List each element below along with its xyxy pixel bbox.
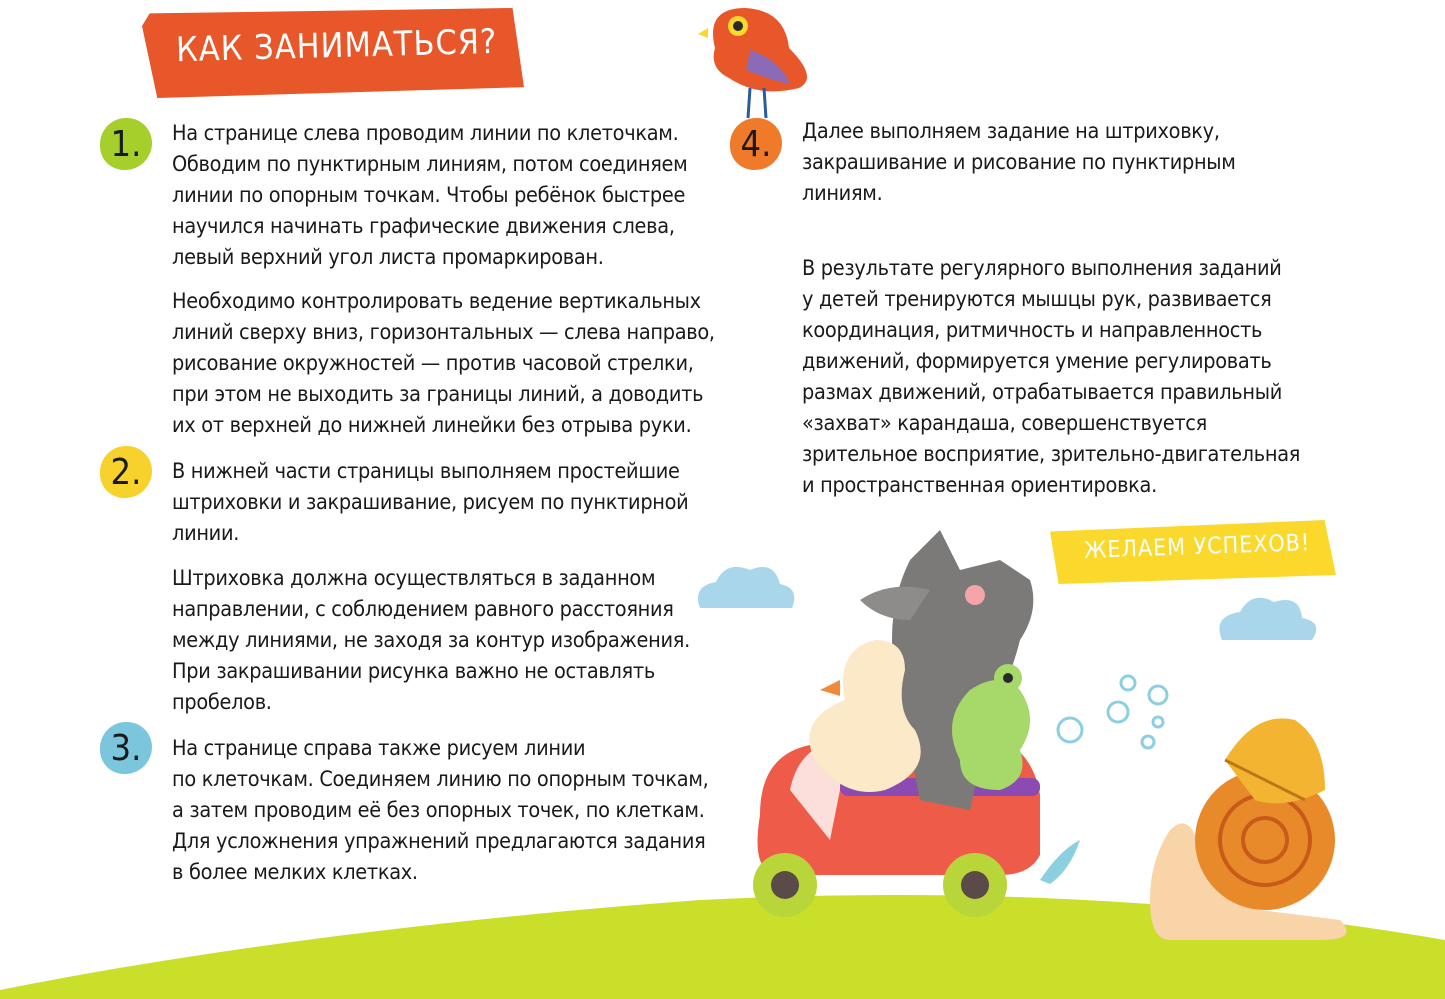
wish-text: ЖЕЛАЕМ УСПЕХОВ!	[1083, 530, 1311, 564]
page-title: КАК ЗАНИМАТЬСЯ?	[175, 21, 498, 71]
step-number-2: 2.	[100, 446, 152, 498]
result-text: В результате регулярного выполнения заданий у детей тренируются мышцы рук, развивается координация, ритмичность и направленность движений, формируется умение регулировать размах движений, отрабатывается правильный «захват» карандаша, совершенствуется зрительное восприятие, зрительно-двигательная и пространственная ориентировка.	[802, 256, 1301, 498]
snail-illustration	[1150, 718, 1347, 940]
step-1-text: На странице слева проводим линии по клеточкам. Обводим по пунктирным линиям, потом соединяем линии по опорным точкам. Чтобы ребёнок быстрее научился начинать графические движения слева, левый верхний угол листа промаркирован.	[172, 121, 688, 270]
step-2-text: В нижней части страницы выполняем простейшие штриховки и закрашивание, рисуем по пунктирной линии.	[172, 459, 689, 546]
step-number-4: 4.	[730, 118, 782, 170]
step-1-note-text: Необходимо контролировать ведение вертикальных линий сверху вниз, горизонтальных — слева направо, рисование окружностей — против часовой стрелки, при этом не выходить за границы линий, а доводить их от верхней до нижней линейки без отрыва руки.	[172, 289, 715, 438]
wolf-duck-frog-scooter-illustration	[753, 530, 1040, 917]
step-2-note-text: Штриховка должна осуществляться в заданном направлении, с соблюдением равного расстояния между линиями, не заходя за контур изображения. При закрашивании рисунка важно не оставлять пробелов.	[172, 566, 690, 715]
step-4-text: Далее выполняем задание на штриховку, закрашивание и рисование по пунктирным линиям.	[802, 119, 1236, 206]
step-number-1: 1.	[100, 118, 152, 170]
bird-illustration	[698, 8, 807, 118]
splash-illustration	[1040, 840, 1080, 884]
step-number-3: 3.	[100, 722, 152, 774]
bubbles-illustration	[1058, 676, 1167, 748]
step-3-text: На странице справа также рисуем линии по клеточкам. Соединяем линию по опорным точкам, а затем проводим её без опорных точек, по клеткам. Для усложнения упражнений предлагаются задания в более мелких клетках.	[172, 736, 709, 885]
